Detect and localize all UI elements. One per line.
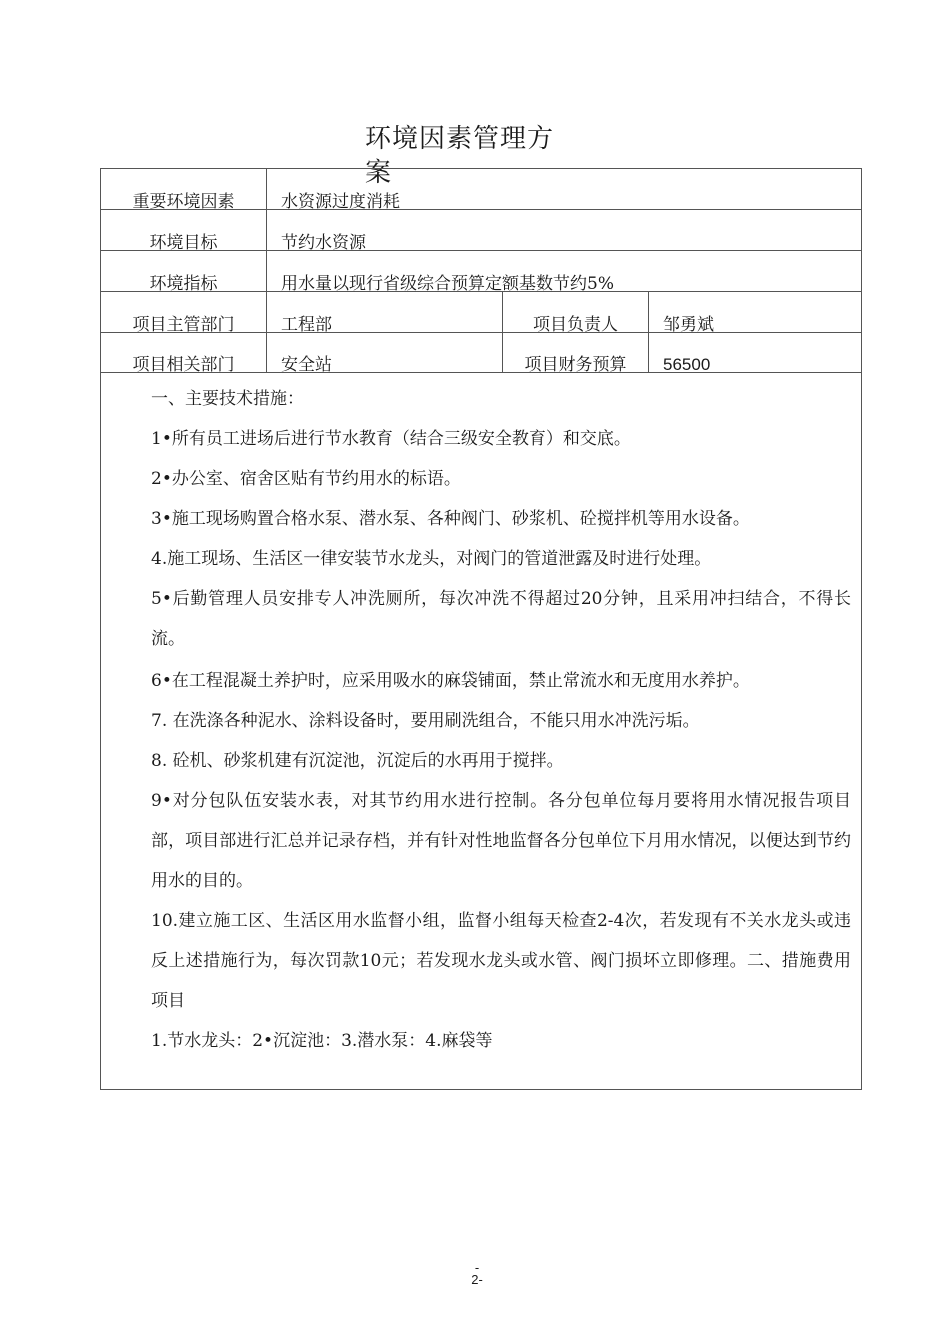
measure-item: 7. 在洗涤各种泥水、涂料设备时，要用刷洗组合，不能只用水冲洗污垢。	[151, 711, 700, 731]
measure-item: 10.建立施工区、生活区用水监督小组，监督小组每天检查2-4次，若发现有不关水龙头或违反上述措施行为，每次罚款10元；若发现水龙头或水管、阀门损坏立即修理。二、措施费用项目	[151, 911, 851, 1011]
related-dept-value: 安全站	[281, 355, 332, 375]
measure-item: 5•后勤管理人员安排专人冲洗厕所，每次冲洗不得超过20分钟，且采用冲扫结合，不得长流。	[151, 589, 851, 649]
env-goal-label: 环境目标	[149, 233, 218, 253]
table-row-env-indicator	[101, 251, 861, 292]
dept-label: 项目主管部门	[132, 315, 235, 335]
important-factor-label: 重要环境因素	[132, 192, 235, 212]
project-leader-label: 项目负责人	[533, 315, 618, 335]
related-dept-label: 项目相关部门	[132, 355, 235, 375]
management-table	[100, 168, 862, 1090]
table-row-important-factor	[101, 169, 861, 210]
env-indicator-label: 环境指标	[149, 274, 218, 294]
measure-item: 3•施工现场购置合格水泵、潜水泵、各种阀门、砂浆机、砼搅拌机等用水设备。	[151, 509, 750, 529]
page-title: 环境因素管理方案	[365, 124, 555, 188]
measure-item: 6•在工程混凝土养护时，应采用吸水的麻袋铺面，禁止常流水和无度用水养护。	[151, 671, 750, 691]
cost-items: 1.节水龙头：2•沉淀池：3.潜水泵：4.麻袋等	[151, 1031, 493, 1051]
page-number-text: 2-	[471, 1272, 483, 1287]
project-leader-value: 邹勇斌	[663, 315, 714, 335]
dept-value: 工程部	[281, 315, 332, 335]
env-goal-value: 节约水资源	[281, 233, 366, 253]
important-factor-value: 水资源过度消耗	[281, 192, 400, 212]
budget-label: 项目财务预算	[524, 355, 627, 375]
measure-item: 8. 砼机、砂浆机建有沉淀池，沉淀后的水再用于搅拌。	[151, 751, 564, 771]
measure-item: 4.施工现场、生活区一律安装节水龙头，对阀门的管道泄露及时进行处理。	[151, 549, 712, 569]
section-heading: 一、主要技术措施：	[151, 389, 304, 409]
measure-item: 2•办公室、宿舍区贴有节约用水的标语。	[151, 469, 461, 489]
budget-value: 56500	[663, 355, 711, 374]
table-row-env-goal	[101, 210, 861, 251]
measure-item: 1•所有员工进场后进行节水教育（结合三级安全教育）和交底。	[151, 429, 631, 449]
page-number	[462, 1262, 492, 1286]
page-number-dash: -	[474, 1260, 480, 1275]
table-row-department	[101, 292, 861, 333]
measure-item: 9•对分包队伍安装水表，对其节约用水进行控制。各分包单位每月要将用水情况报告项目部，项目部进行汇总并记录存档，并有针对性地监督各分包单位下月用水情况，以便达到节约用水的目的。	[151, 791, 851, 891]
env-indicator-value: 用水量以现行省级综合预算定额基数节约5%	[281, 274, 614, 294]
measures-body	[101, 373, 861, 1089]
table-row-related	[101, 333, 861, 373]
